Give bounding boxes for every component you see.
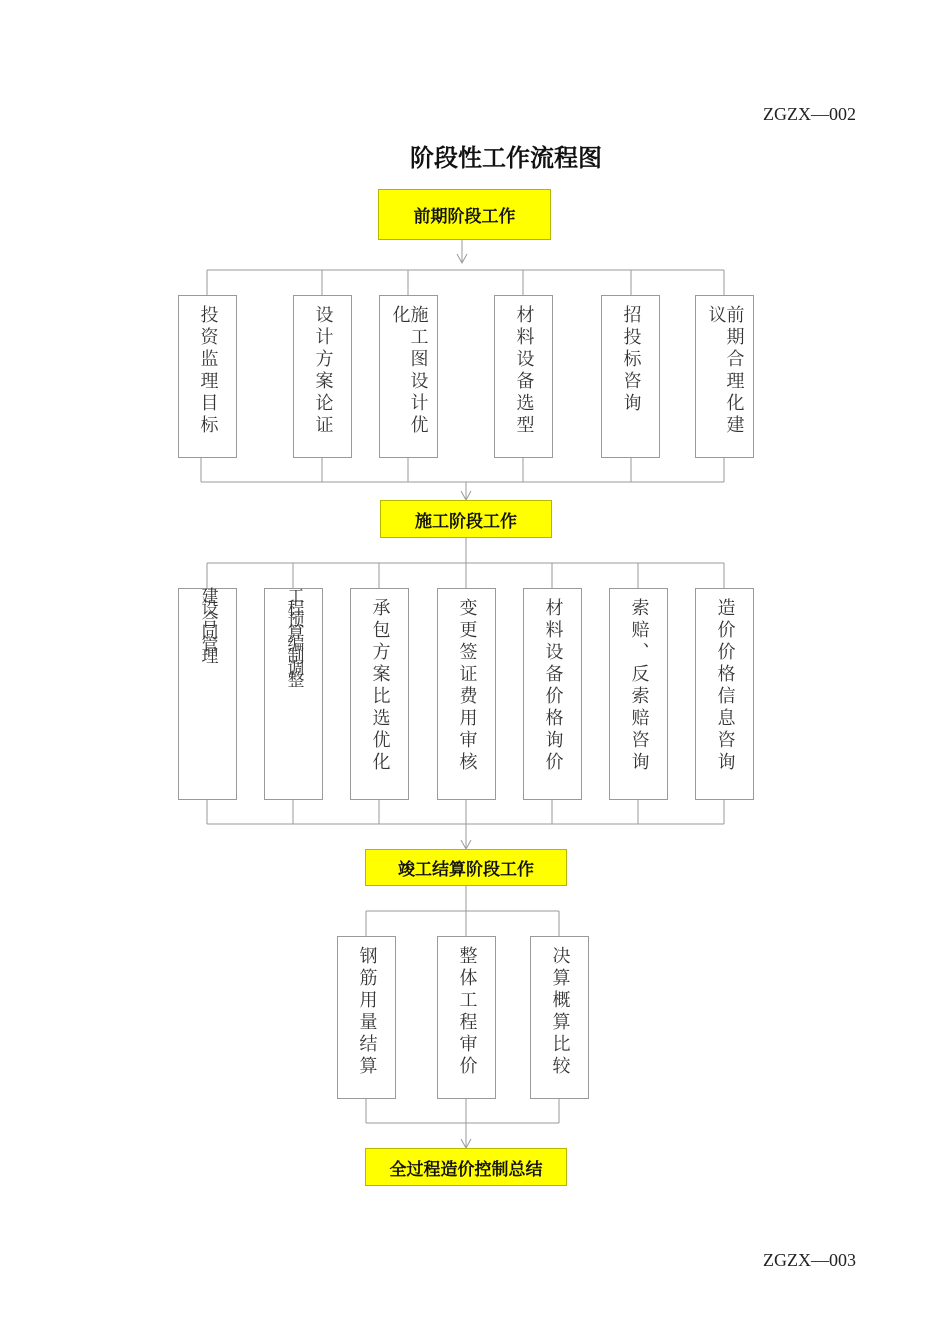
phase1-item-label: 招投标咨询 bbox=[620, 305, 642, 415]
phase1-item-label: 投资监理目标 bbox=[197, 305, 219, 437]
phase2-item-label: 材料设备价格询价 bbox=[542, 598, 564, 774]
phase1-item-label: 前期合理化建议 bbox=[705, 305, 745, 437]
stage-completion-settlement: 竣工结算阶段工作 bbox=[365, 849, 567, 886]
phase2-item-label: 工程预算编制调整 bbox=[283, 587, 304, 683]
phase2-item-label: 承包方案比选优化 bbox=[369, 598, 391, 774]
doc-code-bottom: ZGZX—003 bbox=[763, 1250, 856, 1270]
phase2-item-label: 索赔、反索赔咨询 bbox=[628, 598, 650, 774]
phase2-item bbox=[609, 588, 668, 800]
stage-construction-phase: 施工阶段工作 bbox=[380, 500, 552, 538]
phase3-item bbox=[437, 936, 496, 1099]
phase2-item-label: 变更签证费用审核 bbox=[456, 598, 478, 774]
phase2-item bbox=[178, 588, 237, 800]
phase2-item bbox=[695, 588, 754, 800]
phase1-item-label: 材料设备选型 bbox=[513, 305, 535, 437]
phase2-item-label: 造价价格信息咨询 bbox=[714, 598, 736, 774]
phase3-item-label: 钢筋用量结算 bbox=[356, 946, 378, 1078]
phase2-item bbox=[523, 588, 582, 800]
phase1-item bbox=[695, 295, 754, 458]
page-title: 阶段性工作流程图 bbox=[410, 144, 602, 172]
phase2-item bbox=[350, 588, 409, 800]
phase1-item bbox=[379, 295, 438, 458]
stage-pre-phase: 前期阶段工作 bbox=[378, 189, 551, 240]
phase1-item bbox=[293, 295, 352, 458]
phase3-item bbox=[530, 936, 589, 1099]
phase1-item bbox=[178, 295, 237, 458]
phase1-item-label: 施工图设计优化 bbox=[389, 305, 429, 437]
doc-code-top: ZGZX—002 bbox=[763, 104, 856, 124]
phase3-item-label: 决算概算比较 bbox=[549, 946, 571, 1078]
phase1-item bbox=[601, 295, 660, 458]
stage-summary: 全过程造价控制总结 bbox=[365, 1148, 567, 1186]
phase2-item bbox=[264, 588, 323, 800]
phase1-item-label: 设计方案论证 bbox=[312, 305, 334, 437]
phase1-item bbox=[494, 295, 553, 458]
phase2-item bbox=[437, 588, 496, 800]
phase2-item-label: 建设合同管理 bbox=[197, 587, 218, 659]
phase3-item-label: 整体工程审价 bbox=[456, 946, 478, 1078]
phase3-item bbox=[337, 936, 396, 1099]
